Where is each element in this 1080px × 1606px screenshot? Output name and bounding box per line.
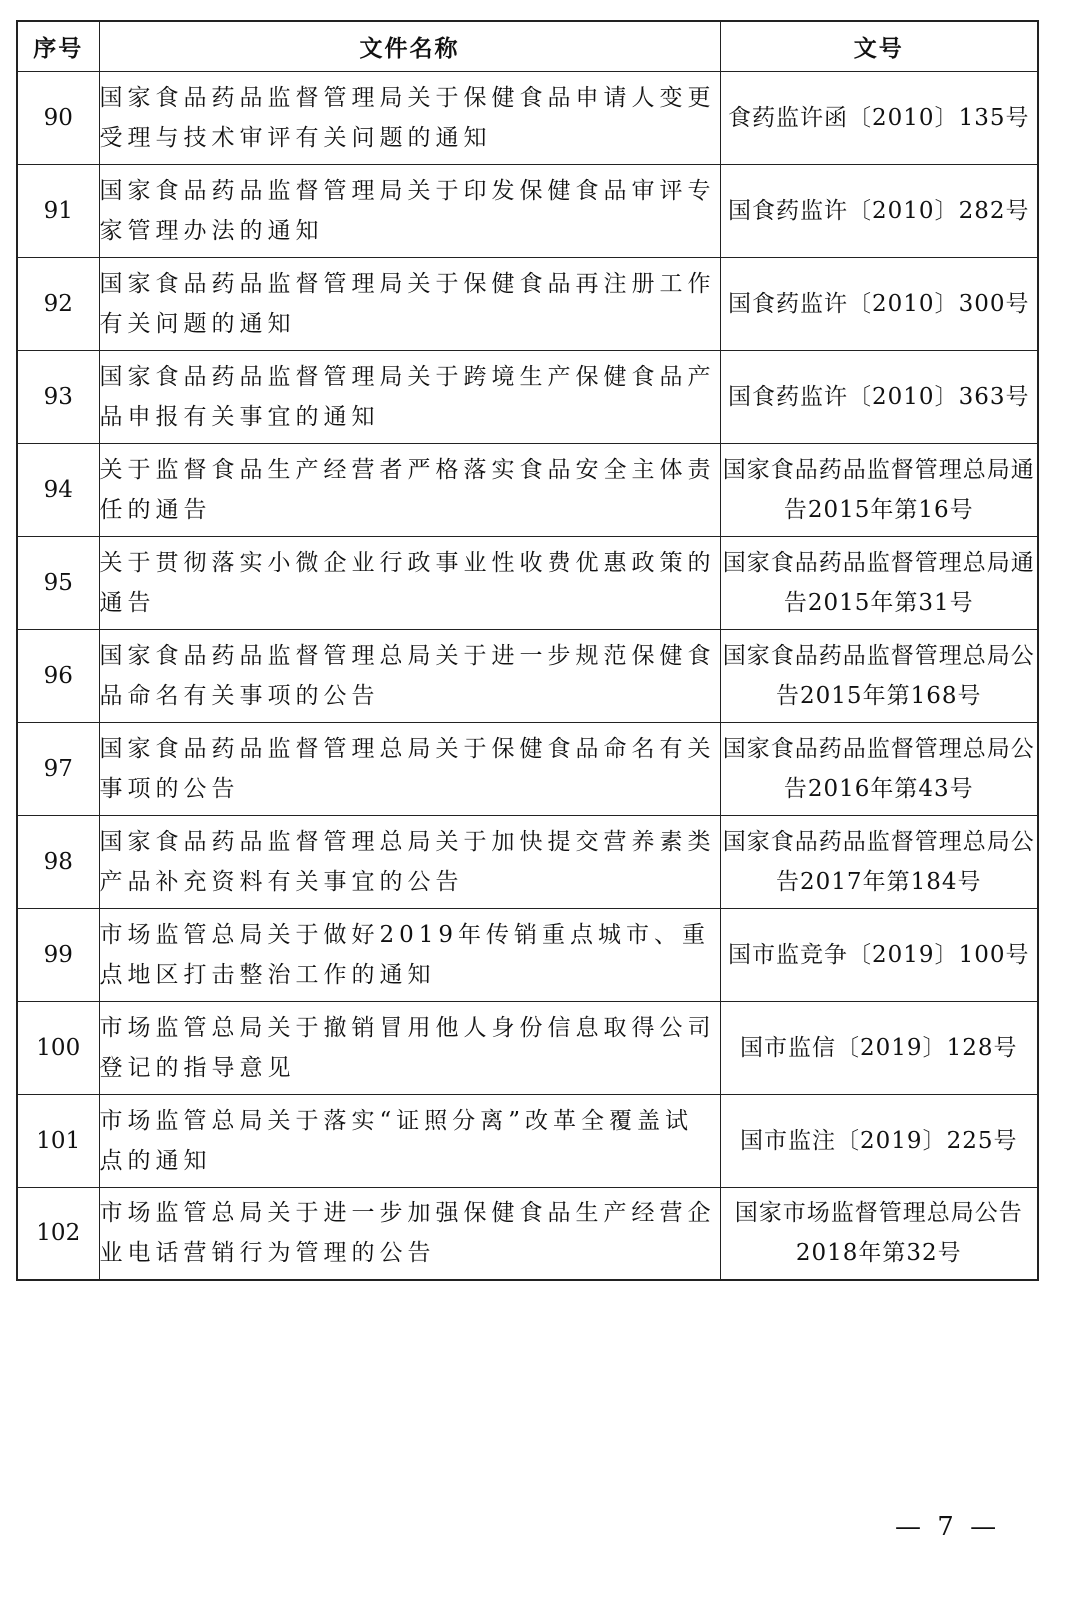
row-number: 国食药监许〔2010〕282号	[720, 164, 1038, 257]
table-header-row	[17, 21, 1038, 71]
row-seq: 96	[17, 629, 99, 722]
row-seq: 90	[17, 71, 99, 164]
header-number: 文号	[720, 21, 1038, 71]
row-name: 国家食品药品监督管理总局关于加快提交营养素类产品补充资料有关事宜的公告	[99, 815, 720, 908]
row-number: 食药监许函〔2010〕135号	[720, 71, 1038, 164]
row-name: 关于监督食品生产经营者严格落实食品安全主体责任的通告	[99, 443, 720, 536]
row-number: 国家食品药品监督管理总局通告2015年第31号	[720, 536, 1038, 629]
row-seq: 95	[17, 536, 99, 629]
table-row	[17, 443, 1038, 536]
row-seq: 101	[17, 1094, 99, 1187]
table-row	[17, 1094, 1038, 1187]
row-seq: 92	[17, 257, 99, 350]
row-seq: 100	[17, 1001, 99, 1094]
table-row	[17, 722, 1038, 815]
table-row	[17, 908, 1038, 1001]
row-number: 国家食品药品监督管理总局公告2016年第43号	[720, 722, 1038, 815]
row-number: 国市监竞争〔2019〕100号	[720, 908, 1038, 1001]
row-name: 关于贯彻落实小微企业行政事业性收费优惠政策的通告	[99, 536, 720, 629]
document-table	[16, 20, 1039, 1281]
table-row	[17, 257, 1038, 350]
page-number: — 7 —	[895, 1512, 1001, 1542]
row-name: 市场监管总局关于落实“证照分离”改革全覆盖试点的通知	[99, 1094, 720, 1187]
table-row	[17, 815, 1038, 908]
row-number: 国市监信〔2019〕128号	[720, 1001, 1038, 1094]
row-name: 市场监管总局关于做好2019年传销重点城市、重点地区打击整治工作的通知	[99, 908, 720, 1001]
table-row	[17, 536, 1038, 629]
row-seq: 99	[17, 908, 99, 1001]
row-name: 国家食品药品监督管理局关于保健食品申请人变更受理与技术审评有关问题的通知	[99, 71, 720, 164]
row-number: 国食药监许〔2010〕300号	[720, 257, 1038, 350]
row-number: 国家食品药品监督管理总局通告2015年第16号	[720, 443, 1038, 536]
row-name: 国家食品药品监督管理局关于保健食品再注册工作有关问题的通知	[99, 257, 720, 350]
row-number: 国家食品药品监督管理总局公告2017年第184号	[720, 815, 1038, 908]
row-seq: 98	[17, 815, 99, 908]
row-name: 国家食品药品监督管理总局关于进一步规范保健食品命名有关事项的公告	[99, 629, 720, 722]
table-row	[17, 1187, 1038, 1280]
row-name: 国家食品药品监督管理局关于跨境生产保健食品产品申报有关事宜的通知	[99, 350, 720, 443]
row-seq: 97	[17, 722, 99, 815]
row-number: 国家市场监督管理总局公告2018年第32号	[720, 1187, 1038, 1280]
row-name: 国家食品药品监督管理局关于印发保健食品审评专家管理办法的通知	[99, 164, 720, 257]
table-row	[17, 350, 1038, 443]
table-row	[17, 1001, 1038, 1094]
row-name: 市场监管总局关于撤销冒用他人身份信息取得公司登记的指导意见	[99, 1001, 720, 1094]
row-number: 国市监注〔2019〕225号	[720, 1094, 1038, 1187]
row-name: 市场监管总局关于进一步加强保健食品生产经营企业电话营销行为管理的公告	[99, 1187, 720, 1280]
row-name: 国家食品药品监督管理总局关于保健食品命名有关事项的公告	[99, 722, 720, 815]
table-row	[17, 71, 1038, 164]
row-seq: 93	[17, 350, 99, 443]
header-seq: 序号	[17, 21, 99, 71]
header-name: 文件名称	[99, 21, 720, 71]
row-number: 国食药监许〔2010〕363号	[720, 350, 1038, 443]
table-row	[17, 629, 1038, 722]
row-seq: 94	[17, 443, 99, 536]
table-row	[17, 164, 1038, 257]
row-seq: 91	[17, 164, 99, 257]
row-number: 国家食品药品监督管理总局公告2015年第168号	[720, 629, 1038, 722]
row-seq: 102	[17, 1187, 99, 1280]
